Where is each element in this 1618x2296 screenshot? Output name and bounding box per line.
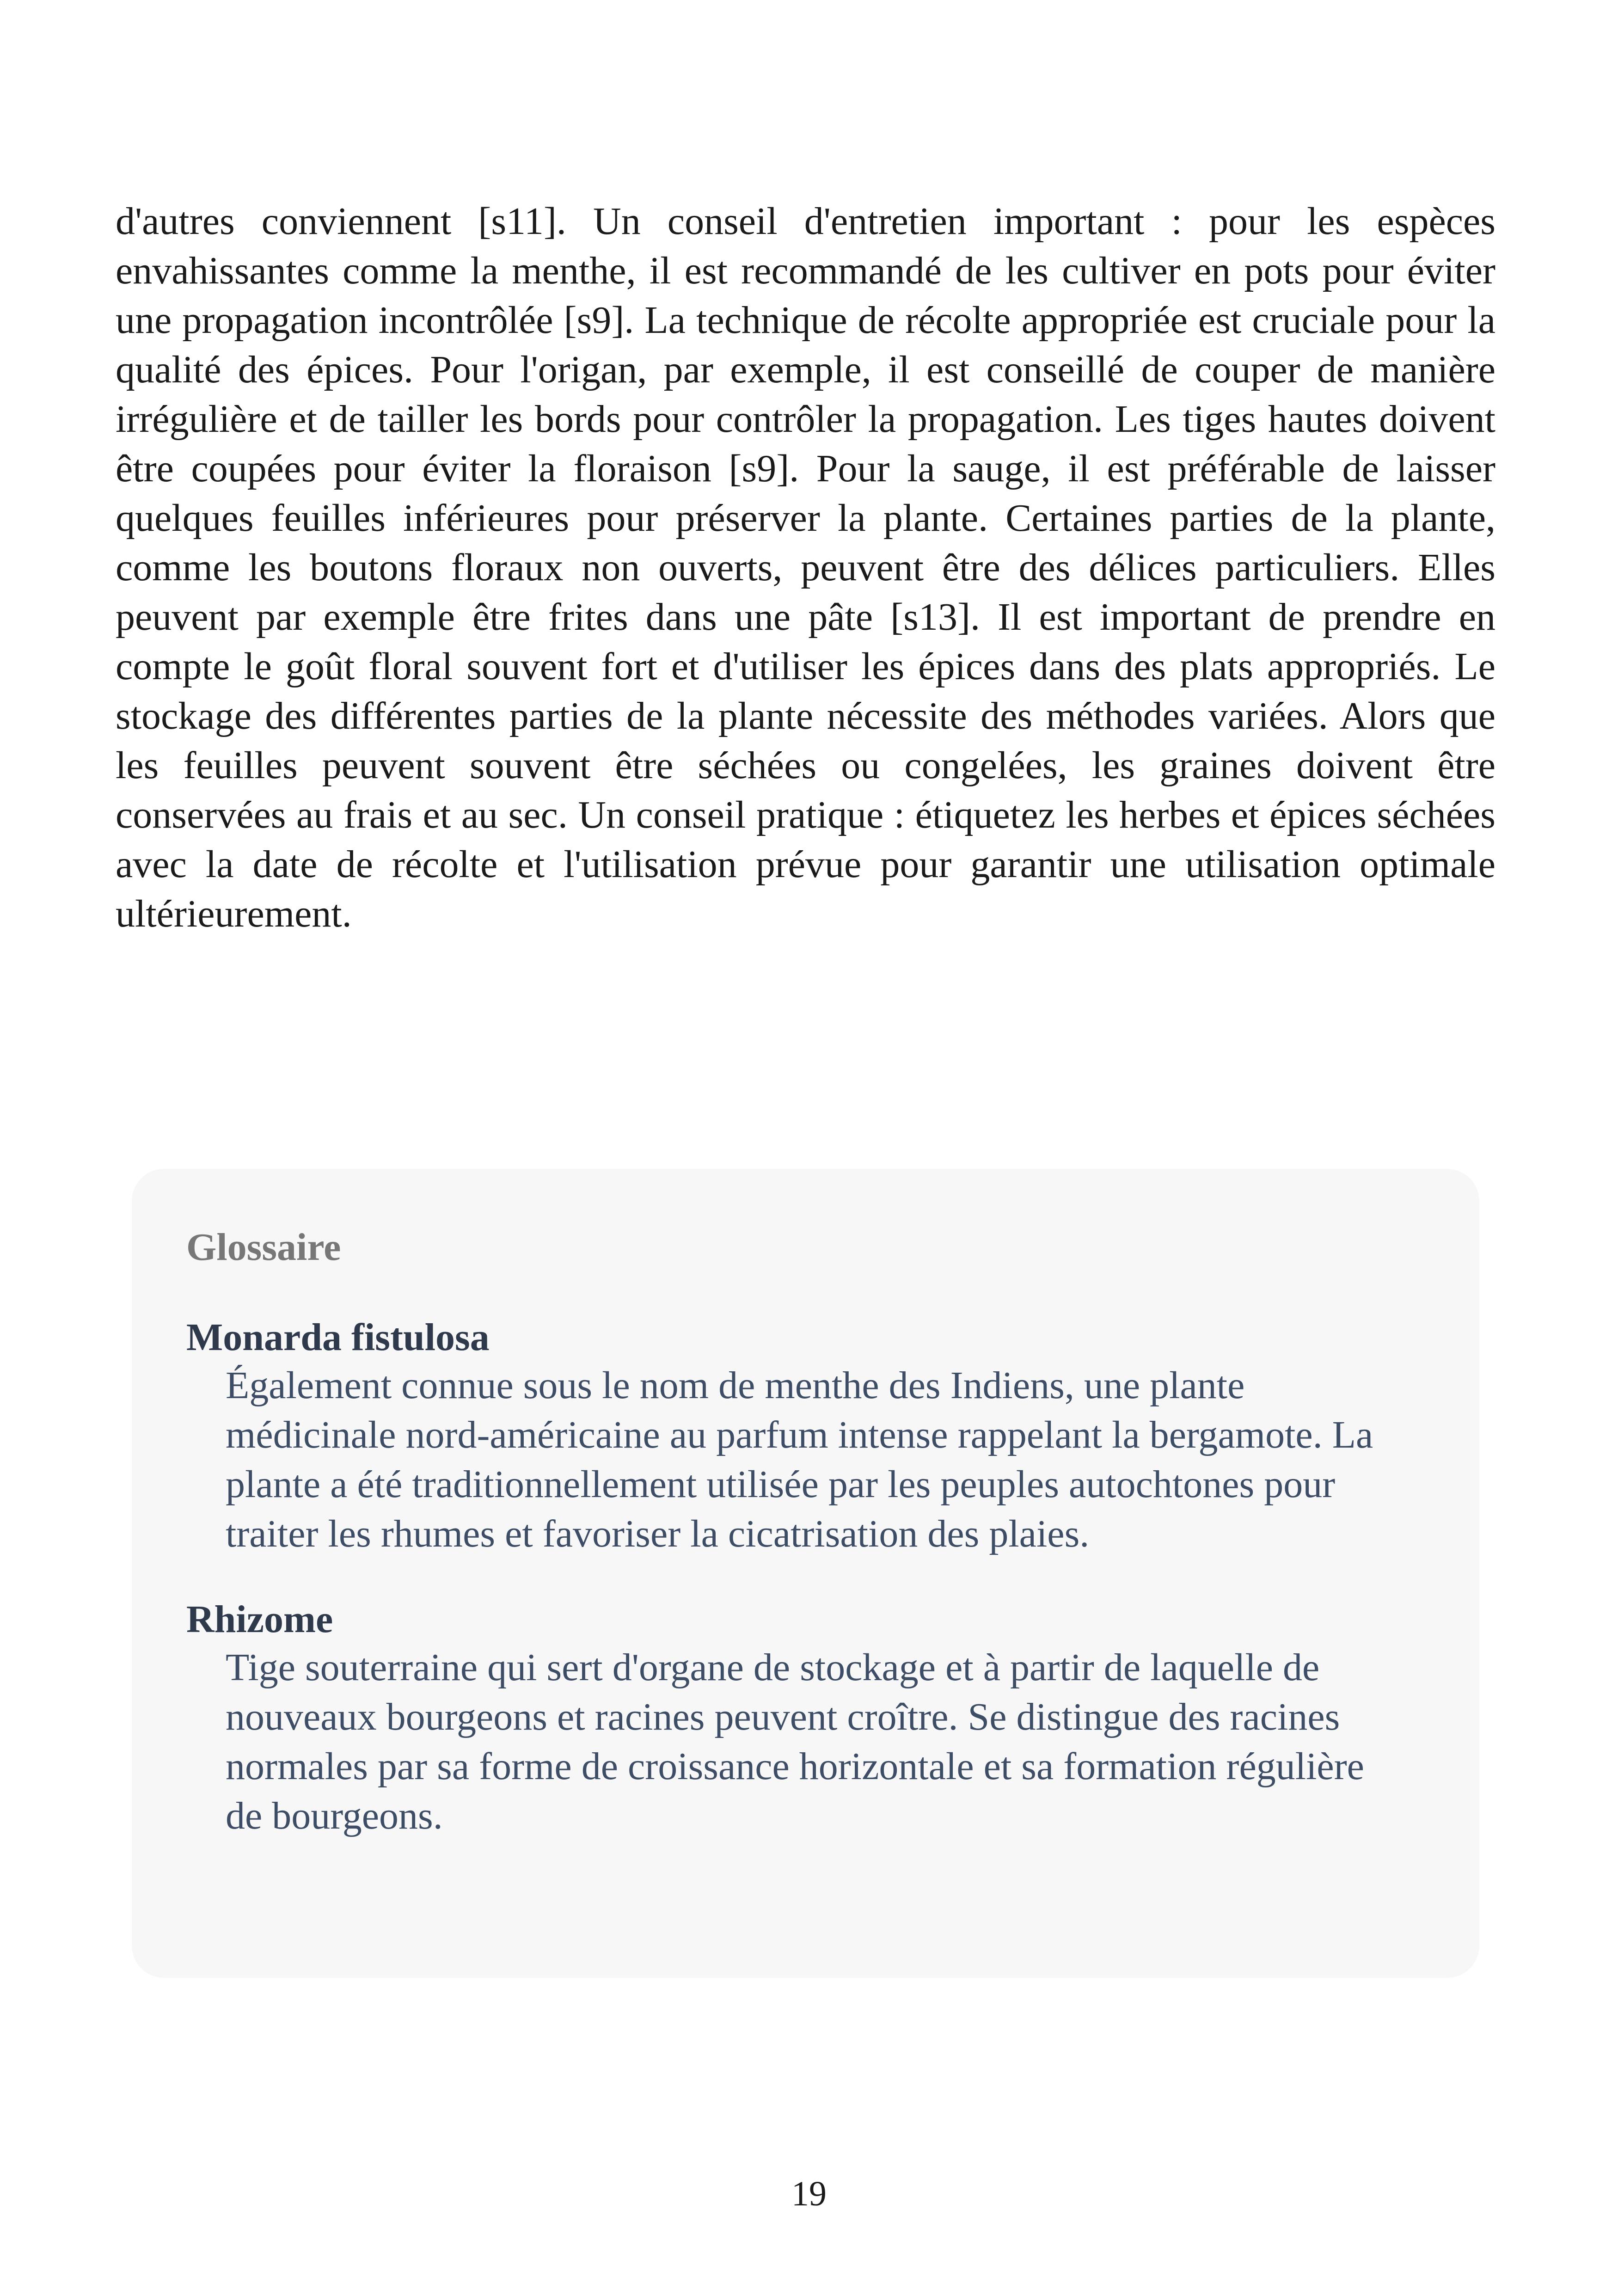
glossary-definition: Également connue sous le nom de menthe des Indiens, une plante médicinale nord-américaine au parfum intense rappelant la bergamote. La plante a été traditionnellement utilisée par les peuples autochtones pour traiter les rhumes et favoriser la cicatrisation des plaies.	[226, 1364, 1373, 1555]
glossary-term: Monarda fistulosa	[186, 1316, 490, 1359]
glossary-box	[132, 1169, 1479, 1978]
glossary-entry	[186, 1314, 1479, 1559]
glossary-entry	[186, 1596, 1479, 1841]
body-paragraph: d'autres conviennent [s11]. Un conseil d'entretien important : pour les espèces envahissantes comme la menthe, il est recommandé de les cultiver en pots pour éviter une propagation incontrôlée [s9]. La technique de récolte appropriée est cruciale pour la qualité des épices. Pour l'origan, par exemple, il est conseillé de couper de manière irrégulière et de tailler les bords pour contrôler la propagation. Les tiges hautes doivent être coupées pour éviter la floraison [s9]. Pour la sauge, il est préférable de laisser quelques feuilles inférieures pour préserver la plante. Certaines parties de la plante, comme les boutons floraux non ouverts, peuvent être des délices particuliers. Elles peuvent par exemple être frites dans une pâte [s13]. Il est important de prendre en compte le goût floral souvent fort et d'utiliser les épices dans des plats appropriés. Le stockage des différentes parties de la plante nécessite des méthodes variées. Alors que les feuilles peuvent souvent être séchées ou congelées, les graines doivent être conservées au frais et au sec. Un conseil pratique : étiquetez les herbes et épices séchées avec la date de récolte et l'utilisation prévue pour garantir une utilisation optimale ultérieurement.	[116, 200, 1495, 935]
glossary-title: Glossaire	[186, 1226, 341, 1269]
glossary-definition: Tige souterraine qui sert d'organe de stockage et à partir de laquelle de nouveaux bourgeons et racines peuvent croître. Se distingue des racines normales par sa forme de croissance horizontale et sa formation régulière de bourgeons.	[226, 1646, 1364, 1837]
page-number: 19	[791, 2174, 827, 2213]
glossary-term: Rhizome	[186, 1598, 333, 1641]
